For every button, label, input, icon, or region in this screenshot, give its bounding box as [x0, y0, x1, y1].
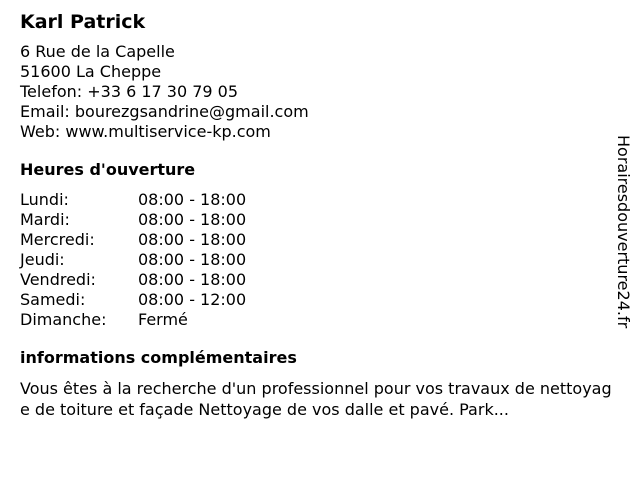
hours-day: Lundi:: [20, 190, 69, 209]
hours-row-thursday: [20, 250, 610, 270]
additional-info-text: Vous êtes à la recherche d'un professionnel pour vos travaux de nettoyage de toiture et façade Nettoyage de vos dalle et pavé. Park...: [20, 379, 612, 419]
hours-row-saturday: [20, 290, 610, 310]
opening-hours-table: [20, 190, 610, 330]
business-name: Karl Patrick: [20, 11, 146, 33]
hours-row-monday: [20, 190, 610, 210]
business-card: [20, 10, 610, 420]
hours-time: 08:00 - 18:00: [138, 250, 247, 269]
hours-row-friday: [20, 270, 610, 290]
hours-row-wednesday: [20, 230, 610, 250]
hours-day: Mercredi:: [20, 230, 95, 249]
hours-time: 08:00 - 18:00: [138, 230, 247, 249]
hours-time: 08:00 - 12:00: [138, 290, 247, 309]
hours-day: Mardi:: [20, 210, 70, 229]
hours-day: Jeudi:: [20, 250, 65, 269]
hours-row-sunday: [20, 310, 610, 330]
hours-time: Fermé: [138, 310, 188, 329]
hours-time: 08:00 - 18:00: [138, 210, 247, 229]
phone-line: Telefon: +33 6 17 30 79 05: [20, 82, 239, 101]
address-block: [20, 42, 610, 142]
hours-day: Vendredi:: [20, 270, 96, 289]
hours-day: Samedi:: [20, 290, 86, 309]
email-line: Email: bourezgsandrine@gmail.com: [20, 102, 309, 121]
hours-row-tuesday: [20, 210, 610, 230]
additional-info-title: informations complémentaires: [20, 348, 297, 367]
opening-hours-title: Heures d'ouverture: [20, 160, 196, 179]
hours-time: 08:00 - 18:00: [138, 270, 247, 289]
city-address: 51600 La Cheppe: [20, 62, 162, 81]
hours-time: 08:00 - 18:00: [138, 190, 247, 209]
web-line: Web: www.multiservice-kp.com: [20, 122, 271, 141]
hours-day: Dimanche:: [20, 310, 107, 329]
street-address: 6 Rue de la Capelle: [20, 42, 175, 61]
site-brand-vertical: Horairesdouverture24.fr: [614, 135, 633, 329]
